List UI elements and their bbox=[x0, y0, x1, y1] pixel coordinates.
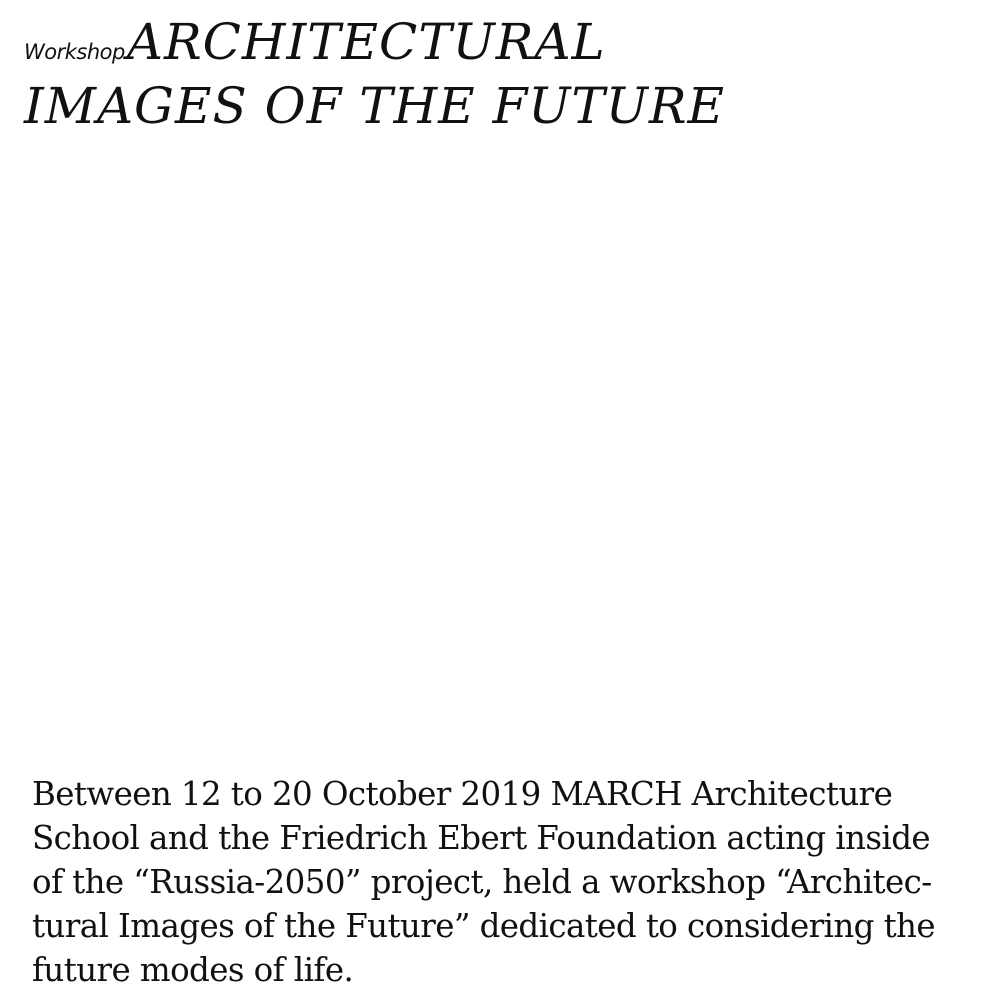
intro-paragraph bbox=[32, 772, 982, 992]
title-line-1 bbox=[24, 10, 924, 74]
paragraph-line: future modes of life. bbox=[32, 951, 354, 989]
title-text-1: ARCHITECTURAL bbox=[126, 13, 606, 71]
paragraph-line: Between 12 to 20 October 2019 MARCH Architecture bbox=[32, 775, 893, 813]
paragraph-line: of the “Russia-2050” project, held a workshop “Architec- bbox=[32, 863, 932, 901]
page-title bbox=[24, 10, 924, 138]
paragraph-line: tural Images of the Future” dedicated to considering the bbox=[32, 907, 936, 945]
title-line-2 bbox=[24, 74, 924, 138]
title-text-2: IMAGES OF THE FUTURE bbox=[24, 77, 726, 135]
paragraph-line: School and the Friedrich Ebert Foundation acting inside bbox=[32, 819, 931, 857]
workshop-kicker: Workshop bbox=[24, 40, 125, 64]
